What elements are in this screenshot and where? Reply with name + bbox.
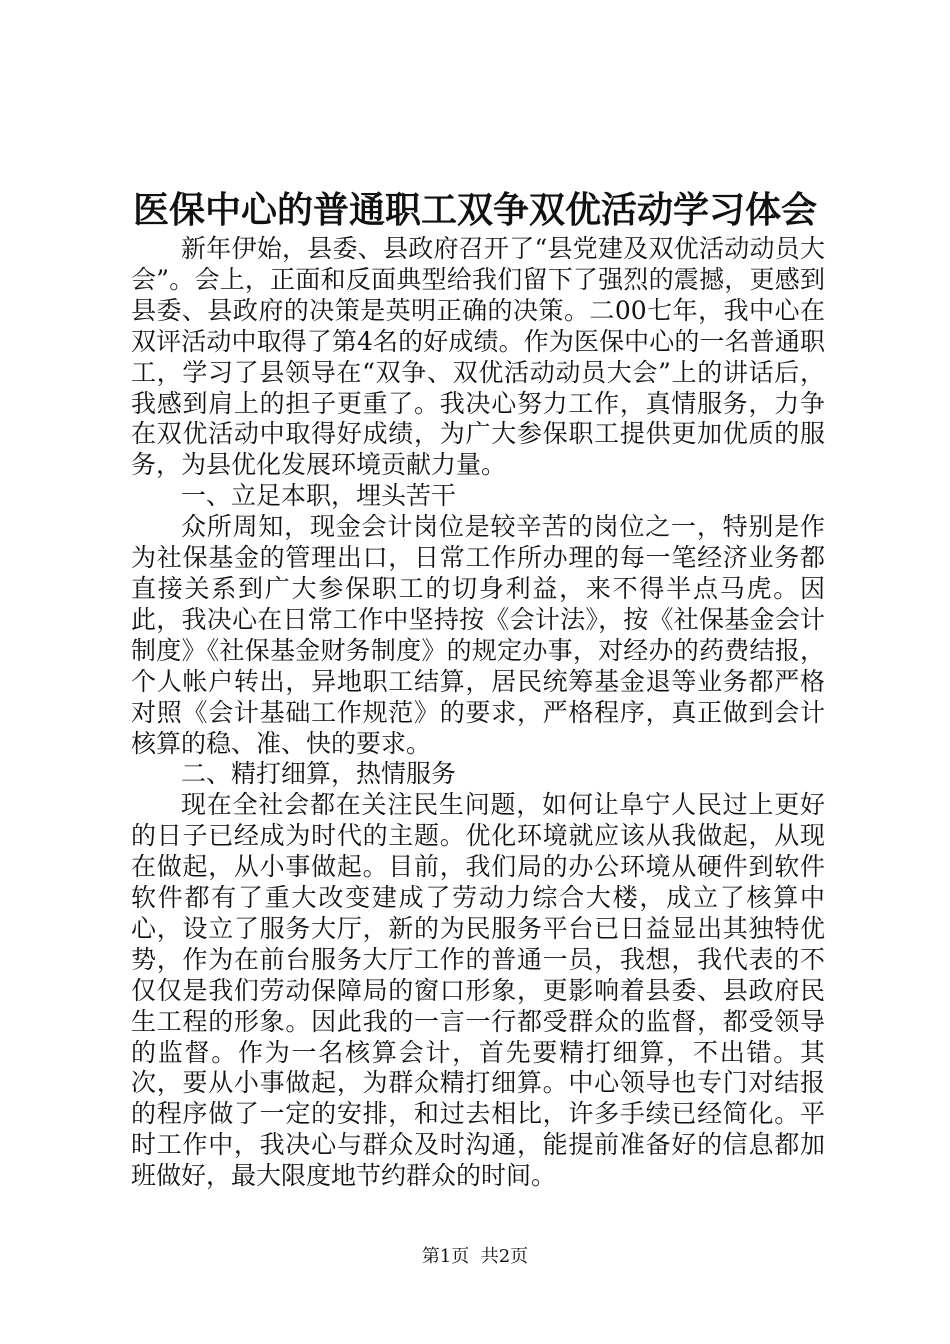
page-footer — [0, 1246, 950, 1268]
page-number: 第1页 共2页 — [421, 1246, 529, 1267]
document-body — [131, 234, 825, 1192]
paragraph-intro: 新年伊始，县委、县政府召开了“县党建及双优活动动员大会”。会上，正面和反面典型给我们留下了强烈的震撼，更感到县委、县政府的决策是英明正确的决策。二00七年，我中心在双评活动中取得了第4名的好成绩。作为医保中心的一名普通职工，学习了县领导在“双争、双优活动动员大会”上的讲话后，我感到肩上的担子更重了。我决心努力工作，真情服务，力争在双优活动中取得好成绩，为广大参保职工提供更加优质的服务，为县优化发展环境贡献力量。 — [131, 234, 825, 480]
paragraph-section-2: 现在全社会都在关注民生问题，如何让阜宁人民过上更好的日子已经成为时代的主题。优化环境就应该从我做起，从现在做起，从小事做起。目前，我们局的办公环境从硬件到软件软件都有了重大改变建成了劳动力综合大楼，成立了核算中心，设立了服务大厅，新的为民服务平台已日益显出其独特优势，作为在前台服务大厅工作的普通一员，我想，我代表的不仅仅是我们劳动保障局的窗口形象，更影响着县委、县政府民生工程的形象。因此我的一言一行都受群众的监督，都受领导的监督。作为一名核算会计，首先要精打细算，不出错。其次，要从小事做起，为群众精打细算。中心领导也专门对结报的程序做了一定的安排，和过去相比，许多手续已经简化。平时工作中，我决心与群众及时沟通，能提前准备好的信息都加班做好，最大限度地节约群众的时间。 — [131, 790, 825, 1191]
paragraph-section-1: 众所周知，现金会计岗位是较辛苦的岗位之一，特别是作为社保基金的管理出口，日常工作所办理的每一笔经济业务都直接关系到广大参保职工的切身利益，来不得半点马虎。因此，我决心在日常工作中坚持按《会计法》，按《社保基金会计制度》《社保基金财务制度》的规定办事，对经办的药费结报，个人帐户转出，异地职工结算，居民统筹基金退等业务都严格对照《会计基础工作规范》的要求，严格程序，真正做到会计核算的稳、准、快的要求。 — [131, 512, 825, 758]
section-heading-2: 二、精打细算，热情服务 — [181, 759, 457, 789]
section-heading-1: 一、立足本职，埋头苦干 — [181, 481, 457, 511]
document-title: 医保中心的普通职工双争双优活动学习体会 — [132, 189, 817, 231]
